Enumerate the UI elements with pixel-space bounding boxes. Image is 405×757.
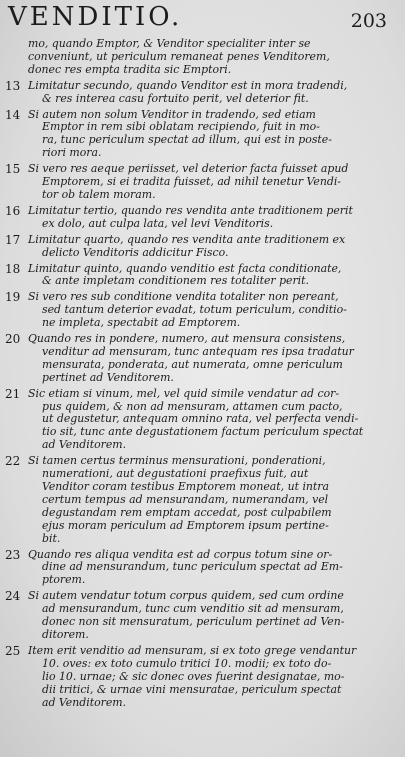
entry-24 [0,590,399,642]
entry-23 [0,549,399,588]
entry-line: & res interea casu fortuito perit, vel deterior fit. [42,91,309,105]
entry-line: dine ad mensurandum, tunc periculum spectat ad Em- [42,560,343,574]
entry-line: donec non sit mensuratum, periculum pertinet ad Ven- [42,615,345,629]
entry-line: tor ob talem moram. [42,187,156,201]
entry-17 [0,234,399,260]
entry-20 [0,333,399,385]
entry-line: Limitatur quarto, quando res vendita ante traditionem ex [28,232,346,246]
entry-line: donec res empta tradita sic Emptori. [28,62,232,76]
entry-number: 18 [5,261,21,276]
entry-line: ptorem. [42,573,86,587]
entry-line: ex dolo, aut culpa lata, vel levi Venditoris. [42,216,274,230]
entry-22 [0,455,399,545]
entry-line: Limitatur quinto, quando venditio est facta conditionate, [28,261,342,275]
entry-line: Item erit venditio ad mensuram, si ex toto grege vendantur [28,643,357,657]
entry-18 [0,263,399,289]
entry-line: Si autem non solum Venditor in tradendo, sed etiam [28,107,316,121]
entry-number: 25 [5,643,21,658]
entry-line: venditur ad mensuram, tunc antequam res ipsa tradatur [42,344,354,358]
entry-line: ejus moram periculum ad Emptorem ipsum pertine- [42,518,329,532]
entry-line: Emptor in rem sibi oblatam recipiendo, fuit in mo- [42,120,320,134]
entry-line: Emptorem, si ei tradita fuisset, ad nihil tenetur Vendi- [42,175,341,189]
entry-line: bit. [42,531,61,545]
entry-line: lio 10. urnae; & sic donec oves fuerint designatae, mo- [42,669,345,683]
page-number: 203 [350,10,387,32]
entry-line: ad Venditorem. [42,695,127,709]
entry-line: ra, tunc periculum spectat ad illum, qui est in poste- [42,133,332,147]
entry-16 [0,205,399,231]
entry-number: 23 [5,547,21,562]
entry-25 [0,645,399,710]
entry-line: tio sit, tunc ante degustationem factum periculum spectat [42,425,364,439]
running-head: VENDITIO. [8,2,183,32]
entry-number: 22 [5,454,21,469]
entry-13 [0,80,399,106]
entry-line: mo, quando Emptor, & Venditor specialiter inter se [28,37,311,50]
entry-line: Quando res aliqua vendita est ad corpus totum sine or- [28,547,333,561]
entry-number: 14 [5,107,21,122]
entry-line: 10. oves: ex toto cumulo tritici 10. modii; ex toto do- [42,656,332,670]
entry-line: delicto Venditoris addicitur Fisco. [42,245,229,259]
entry-line: Limitatur secundo, quando Venditor est in mora tradendi, [28,78,348,92]
entry-number: 24 [5,589,21,604]
entry-line: riori mora. [42,146,102,160]
entry-line: pus quidem, & non ad mensuram, attamen cum pacto, [42,399,343,413]
entry-number: 17 [5,232,21,247]
page-header [4,0,399,38]
entry-line: ne impleta, spectabit ad Emptorem. [42,316,241,330]
entry-line: pertinet ad Venditorem. [42,370,174,384]
entry-number: 20 [5,332,21,347]
entry-14 [0,109,399,161]
entry-line: Si autem vendatur totum corpus quidem, sed cum ordine [28,589,344,603]
entry-line: certum tempus ad mensurandam, numerandam, vel [42,492,329,506]
entry-line: Si vero res aeque periisset, vel deterior facta fuisset apud [28,162,349,176]
entry-number: 16 [5,203,21,218]
entry-line: Venditor coram testibus Emptorem moneat, ut intra [42,480,330,493]
entry-line: mensurata, ponderata, aut numerata, omne periculum [42,357,343,371]
entry-15 [0,163,399,202]
entry-line: conveniunt, ut periculum remaneat penes Venditorem, [28,49,330,63]
entry-line: dii tritici, & urnae vini mensuratae, periculum spectat [42,682,342,696]
entry-line: ad Venditorem. [42,438,127,452]
entry-number: 21 [5,386,21,401]
entry-continuation [0,38,399,77]
entry-line: sed tantum deterior evadat, totum periculum, conditio- [42,303,347,317]
entry-21 [0,388,399,453]
entry-line: Si vero res sub conditione vendita totaliter non pereant, [28,290,339,304]
entry-number: 19 [5,290,21,305]
entry-list [0,38,399,712]
entry-19 [0,291,399,330]
entry-number: 13 [5,78,21,93]
entry-line: ad mensurandum, tunc cum venditio sit ad mensuram, [42,602,344,616]
entry-line: Quando res in pondere, numero, aut mensura consistens, [28,332,346,346]
entry-line: Limitatur tertio, quando res vendita ante traditionem perit [28,203,353,217]
entry-line: Sic etiam si vinum, mel, vel quid simile vendatur ad cor- [28,386,340,400]
entry-line: Si tamen certus terminus mensurationi, ponderationi, [28,454,326,468]
entry-line: degustandam rem emptam accedat, post culpabilem [42,505,332,519]
entry-number: 15 [5,162,21,177]
entry-line: ut degustetur, antequam omnino rata, vel perfecta vendi- [42,412,359,426]
entry-line: & ante impletam conditionem res totaliter perit. [42,274,310,288]
entry-line: ditorem. [42,627,89,641]
entry-line: numerationi, aut degustationi praefixus fuit, aut [42,467,309,481]
